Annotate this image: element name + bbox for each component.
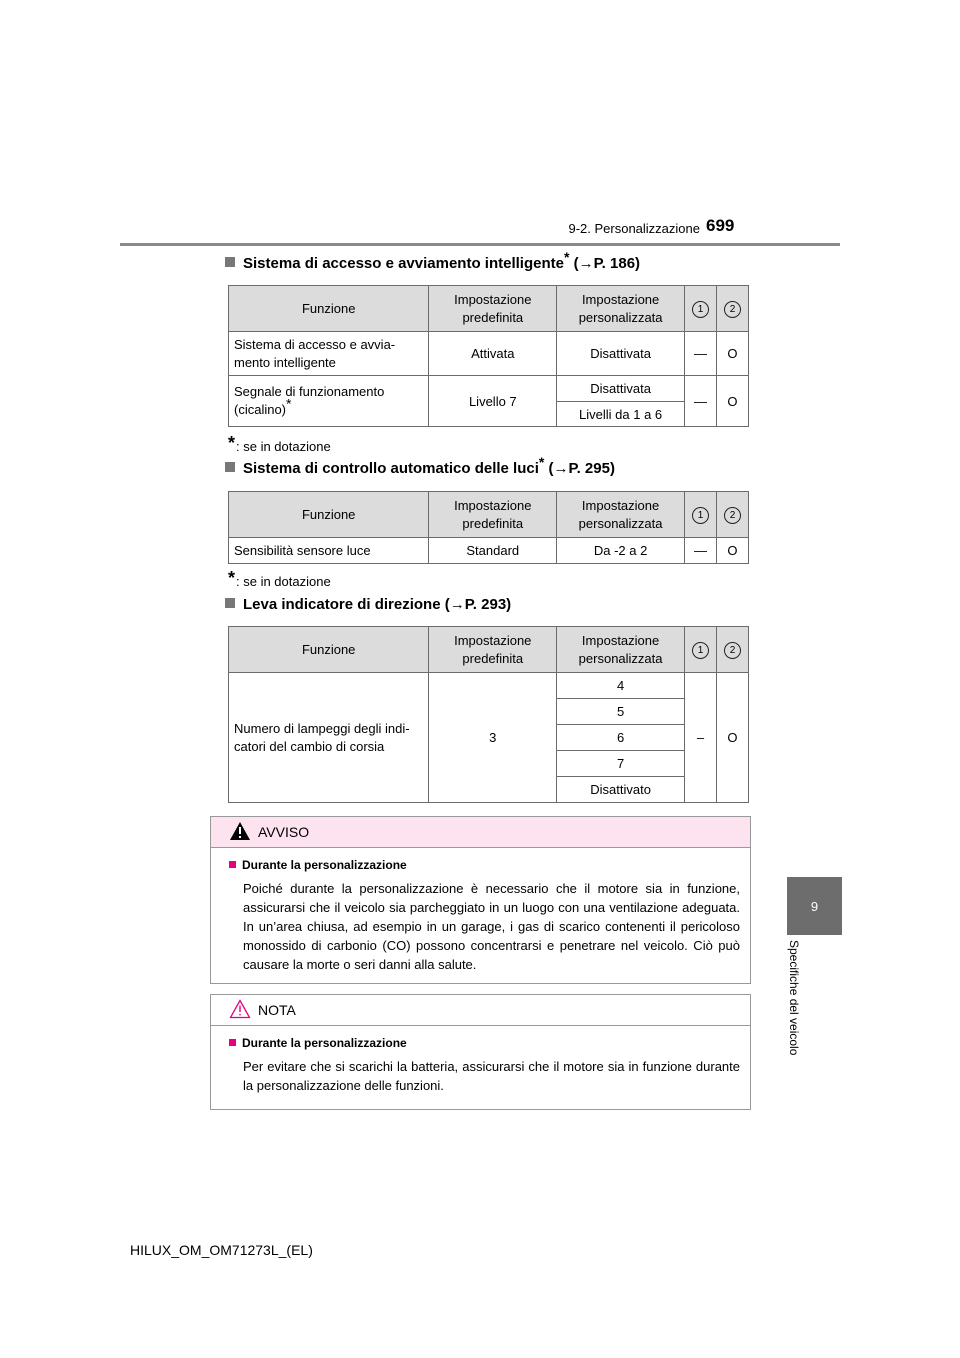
section-title-auto-lights: Sistema di controllo automatico delle luci* (→P. 295) (225, 460, 615, 477)
chapter-number: 9 (810, 898, 819, 914)
note-header (211, 995, 750, 1026)
footnote: *: se in dotazione (228, 433, 331, 454)
table-row: Segnale di funzionamento (cicalino)* Livello 7 Disattivata — O (229, 376, 749, 402)
header-funzione: Funzione (229, 627, 429, 673)
note-item-title: Durante la personalizzazione (229, 1036, 740, 1050)
customization-table-auto-lights (228, 491, 749, 564)
table-row: Disattivato (229, 777, 749, 803)
header-impostazione-predefinita: Impostazione predefinita (429, 627, 557, 673)
table-row: 7 (229, 751, 749, 777)
table-row: 6 (229, 725, 749, 751)
note-text: Per evitare che si scarichi la batteria, assicurarsi che il motore sia in funzione durante la personalizzazione delle funzioni. (243, 1059, 740, 1093)
note-title: NOTA (258, 1002, 296, 1018)
table-row: 5 (229, 699, 749, 725)
warning-box (210, 816, 751, 984)
customization-table-turn-signal (228, 626, 749, 803)
section-title-turn-signal: Leva indicatore di direzione (→P. 293) (225, 596, 511, 613)
header-impostazione-personalizzata: Impostazione personalizzata (557, 286, 685, 332)
header-funzione: Funzione (229, 286, 429, 332)
bullet-square-icon (225, 257, 235, 267)
circled-two-icon: 2 (724, 642, 741, 659)
section-breadcrumb: 9-2. Personalizzazione (568, 221, 700, 236)
bullet-square-icon (229, 861, 236, 868)
table-row: Sistema di accesso e avvia- mento intelligente Attivata Disattivata — O (229, 332, 749, 376)
header-impostazione-predefinita: Impostazione predefinita (429, 286, 557, 332)
header-divider (120, 243, 840, 246)
page-reference[interactable]: (→P. 293) (444, 596, 512, 613)
bullet-square-icon (225, 598, 235, 608)
table-row: Sensibilità sensore luce Standard Da -2 a 2 — O (229, 538, 749, 564)
warning-triangle-icon (229, 821, 251, 841)
footnote: *: se in dotazione (228, 568, 331, 589)
caution-triangle-icon (229, 999, 251, 1019)
header-impostazione-personalizzata: Impostazione personalizzata (557, 492, 685, 538)
document-code: HILUX_OM_OM71273L_(EL) (130, 1242, 313, 1258)
note-box (210, 994, 751, 1110)
page-reference[interactable]: (→P. 295) (548, 460, 615, 477)
warning-title: AVVISO (258, 824, 310, 840)
customization-table-smart-entry (228, 285, 749, 427)
page-number: 699 (706, 216, 735, 235)
circled-one-icon: 1 (692, 301, 709, 318)
header-funzione: Funzione (229, 492, 429, 538)
circled-two-icon: 2 (724, 507, 741, 524)
section-title-smart-entry: Sistema di accesso e avviamento intelligente* (→P. 186) (225, 255, 640, 272)
bullet-square-icon (225, 462, 235, 472)
warning-text: Poiché durante la personalizzazione è necessario che il motore sia in funzione, assicurarsi che il veicolo sia parcheggiato in un luogo con una ventilazione adeguata. In un’area chiusa, ad esempio in un garage, i gas di scarico contenenti il pericoloso monossido di carbonio (CO) possono concentrarsi e penetrare nel veicolo. Ciò può causare la morte o seri danni alla salute. (243, 881, 740, 972)
page-reference[interactable]: (→P. 186) (573, 255, 641, 272)
table-row: Livelli da 1 a 6 (229, 402, 749, 427)
chapter-tab[interactable] (787, 877, 842, 935)
circled-one-icon: 1 (692, 507, 709, 524)
bullet-square-icon (229, 1039, 236, 1046)
warning-header (211, 817, 750, 848)
chapter-label: Specifiche del veicolo (787, 940, 801, 1056)
circled-one-icon: 1 (692, 642, 709, 659)
table-row: Numero di lampeggi degli indi- catori del cambio di corsia 3 4 – O (229, 673, 749, 699)
circled-two-icon: 2 (724, 301, 741, 318)
header-impostazione-personalizzata: Impostazione personalizzata (557, 627, 685, 673)
header-impostazione-predefinita: Impostazione predefinita (429, 492, 557, 538)
warning-item-title: Durante la personalizzazione (229, 858, 740, 872)
